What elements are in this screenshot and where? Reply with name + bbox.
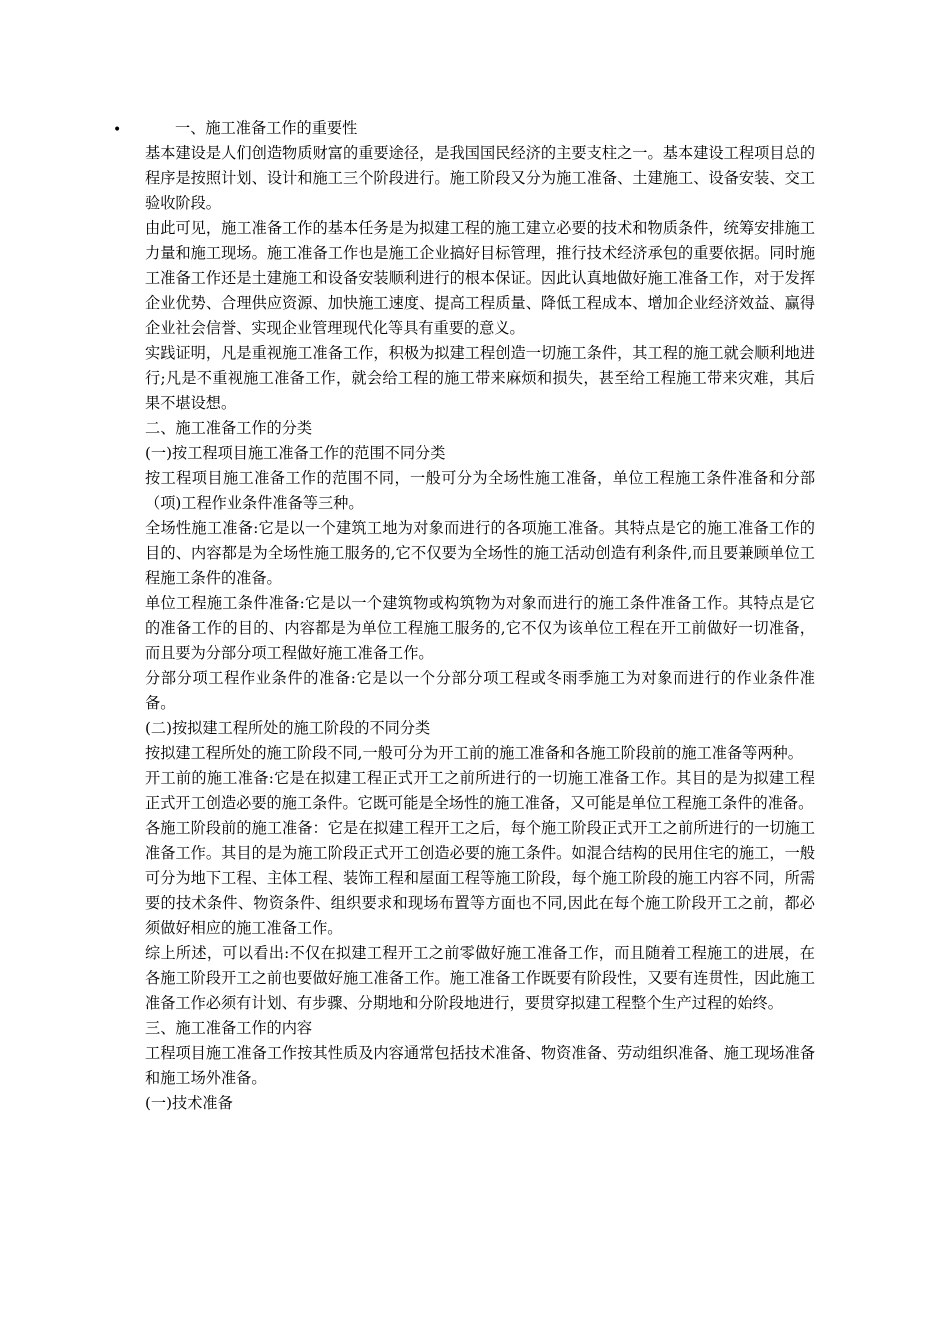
paragraph: 综上所述，可以看出:不仅在拟建工程开工之前零做好施工准备工作，而且随着工程施工的进展，在各施工阶段开工之前也要做好施工准备工作。施工准备工作既要有阶段性，又要有连贯性，因此施工准备工作必须有计划、有步骤、分期地和分阶段地进行，要贯穿拟建工程整个生产过程的始终。 [145,944,815,1012]
section-heading-1: 一、施工准备工作的重要性 [175,119,358,137]
subsection-heading: (二)按拟建工程所处的施工阶段的不同分类 [145,719,431,737]
subsection-heading: (一)按工程项目施工准备工作的范围不同分类 [145,444,446,462]
paragraph: 按拟建工程所处的施工阶段不同,一般可分为开工前的施工准备和各施工阶段前的施工准备等两种。 [145,744,803,762]
paragraph: 工程项目施工准备工作按其性质及内容通常包括技术准备、物资准备、劳动组织准备、施工现场准备和施工场外准备。 [145,1044,815,1087]
paragraph: 单位工程施工条件准备:它是以一个建筑物或构筑物为对象而进行的施工条件准备工作。其特点是它的准备工作的目的、内容都是为单位工程施工服务的,它不仅为该单位工程在开工前做好一切准备，而且要为分部分项工程做好施工准备工作。 [145,594,815,662]
subsection-heading: (一)技术准备 [145,1094,233,1112]
paragraph: 基本建设是人们创造物质财富的重要途径，是我国国民经济的主要支柱之一。基本建设工程项目总的程序是按照计划、设计和施工三个阶段进行。施工阶段又分为施工准备、土建施工、设备安装、交工验收阶段。 [145,144,815,212]
paragraph: 开工前的施工准备:它是在拟建工程正式开工之前所进行的一切施工准备工作。其目的是为拟建工程正式开工创造必要的施工条件。它既可能是全场性的施工准备，又可能是单位工程施工条件的准备。 [145,769,815,812]
paragraph: 按工程项目施工准备工作的范围不同，一般可分为全场性施工准备，单位工程施工条件准备和分部（项)工程作业条件准备等三种。 [145,469,815,512]
paragraph: 实践证明，凡是重视施工准备工作，积极为拟建工程创造一切施工条件，其工程的施工就会顺利地进行;凡是不重视施工准备工作，就会给工程的施工带来麻烦和损失，甚至给工程施工带来灾难，其后果不堪设想。 [145,344,815,412]
list-bullet: • [113,122,122,138]
paragraph: 分部分项工程作业条件的准备:它是以一个分部分项工程或冬雨季施工为对象而进行的作业条件准备。 [145,669,815,712]
section-heading-3: 三、施工准备工作的内容 [145,1019,313,1037]
paragraph: 由此可见，施工准备工作的基本任务是为拟建工程的施工建立必要的技术和物质条件，统筹安排施工力量和施工现场。施工准备工作也是施工企业搞好目标管理，推行技术经济承包的重要依据。同时施工准备工作还是土建施工和设备安装顺利进行的根本保证。因此认真地做好施工准备工作，对于发挥企业优势、合理供应资源、加快施工速度、提高工程质量、降低工程成本、增加企业经济效益、赢得企业社会信誉、实现企业管理现代化等具有重要的意义。 [145,219,815,337]
paragraph: 各施工阶段前的施工准备：它是在拟建工程开工之后，每个施工阶段正式开工之前所进行的一切施工准备工作。其目的是为施工阶段正式开工创造必要的施工条件。如混合结构的民用住宅的施工，一般可分为地下工程、主体工程、装饰工程和屋面工程等施工阶段，每个施工阶段的施工内容不同，所需要的技术条件、物资条件、组织要求和现场布置等方面也不同,因此在每个施工阶段开工之前，都必须做好相应的施工准备工作。 [145,819,815,937]
paragraph: 全场性施工准备:它是以一个建筑工地为对象而进行的各项施工准备。其特点是它的施工准备工作的目的、内容都是为全场性施工服务的,它不仅要为全场性的施工活动创造有利条件,而且要兼顾单位工程施工条件的准备。 [145,519,815,587]
document-body [145,116,815,1116]
section-heading-2: 二、施工准备工作的分类 [145,419,313,437]
